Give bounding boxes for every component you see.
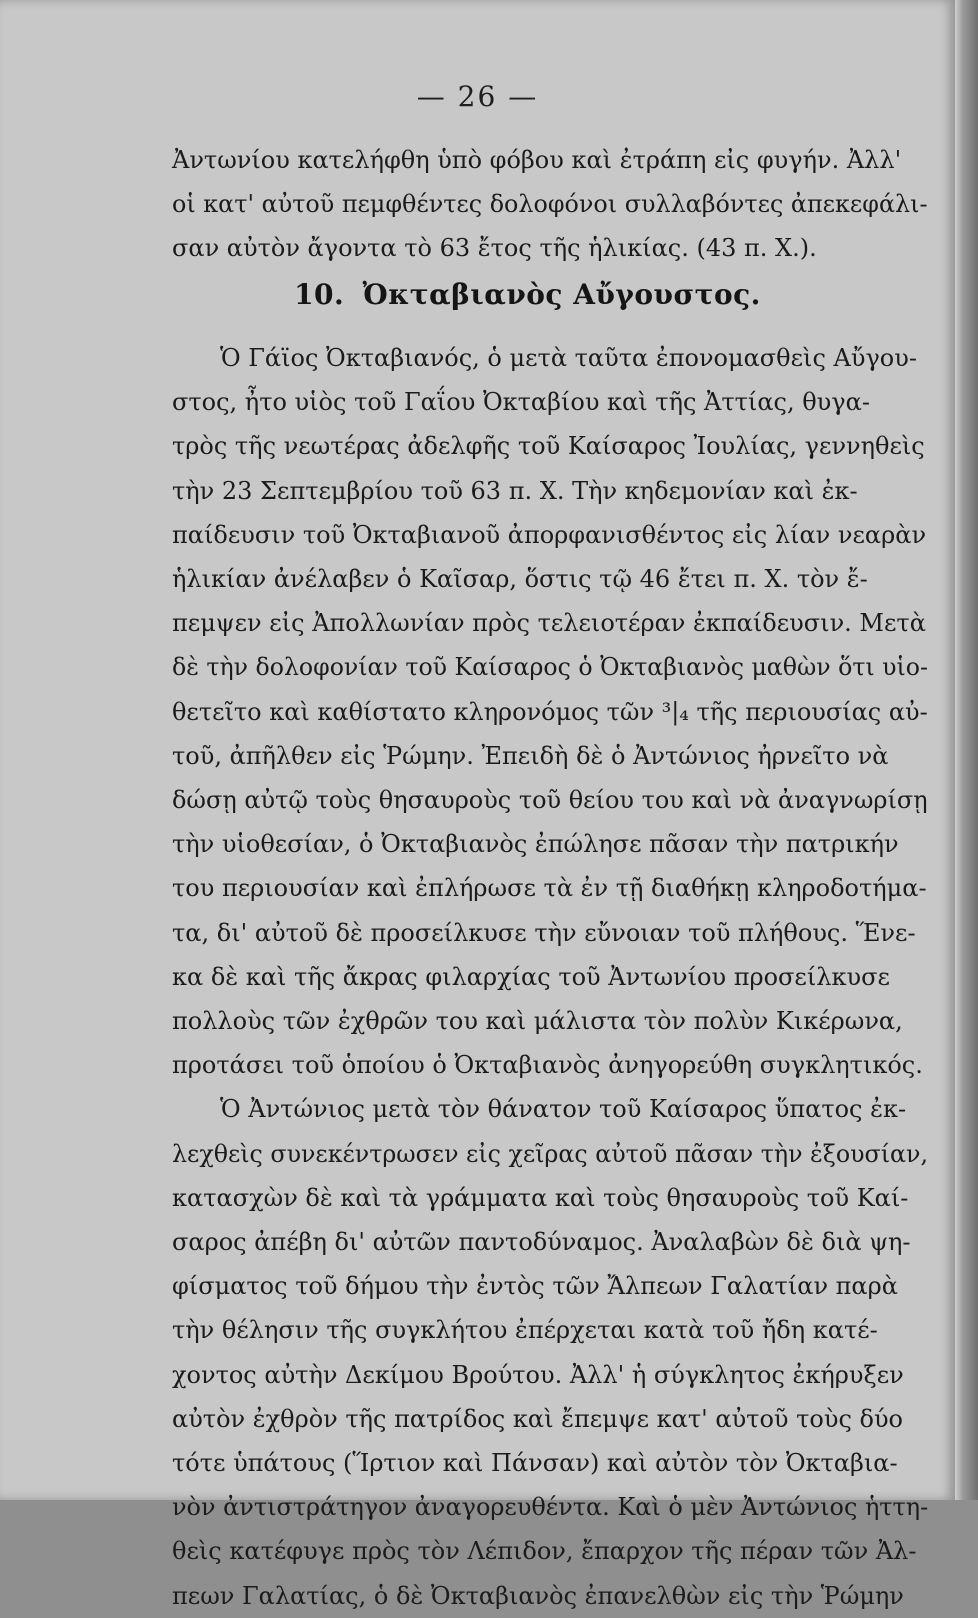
text-line: στος, ἦτο υἱὸς τοῦ Γαΐου Ὀκταβίου καὶ τῆς Ἀττίας, θυγα- — [172, 388, 870, 417]
text-line: τότε ὑπάτους (Ἵρτιον καὶ Πάνσαν) καὶ αὐτὸν τὸν Ὀκταβια- — [172, 1449, 898, 1478]
text-line: Ὁ Γάϊος Ὀκταβιανός, ὁ μετὰ ταῦτα ἐπονομασθεὶς Αὔγου- — [220, 344, 917, 372]
text-line: τὴν θέλησιν τῆς συγκλήτου ἐπέρχεται κατὰ τοῦ ἤδη κατέ- — [172, 1316, 878, 1345]
text-line: πολλοὺς τῶν ἐχθρῶν του καὶ μάλιστα τὸν πολὺν Κικέρωνα, — [172, 1007, 903, 1036]
page-edge — [955, 0, 978, 1500]
text-line: τὴν 23 Σεπτεμβρίου τοῦ 63 π. Χ. Τὴν κηδεμονίαν καὶ ἐκ- — [172, 476, 858, 505]
text-line: τοῦ, ἀπῆλθεν εἰς Ῥώμην. Ἐπειδὴ δὲ ὁ Ἀντώνιος ἠρνεῖτο νὰ — [172, 741, 889, 770]
text-line: δώσῃ αὐτῷ τοὺς θησαυροὺς τοῦ θείου του καὶ νὰ ἀναγνωρίσῃ — [172, 786, 928, 815]
text-line: του περιουσίαν καὶ ἐπλήρωσε τὰ ἐν τῇ διαθήκῃ κληροδοτήμα- — [172, 874, 927, 903]
text-line: δὲ τὴν δολοφονίαν τοῦ Καίσαρος ὁ Ὀκταβιανὸς μαθὼν ὅτι υἱο- — [172, 653, 929, 682]
text-line: αὐτὸν ἐχθρὸν τῆς πατρίδος καὶ ἔπεμψε κατ' αὐτοῦ τοὺς δύο — [172, 1404, 904, 1433]
text-line: παίδευσιν τοῦ Ὀκταβιανοῦ ἀπορφανισθέντος εἰς λίαν νεαρὰν — [172, 520, 927, 549]
text-line: κα δὲ καὶ τῆς ἄκρας φιλαρχίας τοῦ Ἀντωνίου προσείλκυσε — [172, 962, 890, 991]
text-line: χοντος αὐτὴν Δεκίμου Βρούτου. Ἀλλ' ἡ σύγκλητος ἐκήρυξεν — [172, 1360, 904, 1389]
text-line: πεων Γαλατίας, ὁ δὲ Ὀκταβιανὸς ἐπανελθὼν εἰς τὴν Ῥώμην — [172, 1581, 904, 1610]
text-line: κατασχὼν δὲ καὶ τὰ γράμματα καὶ τοὺς θησαυροὺς τοῦ Καί- — [172, 1183, 909, 1212]
body-text — [172, 336, 928, 1618]
text-line: σαν αὐτὸν ἄγοντα τὸ 63 ἔτος τῆς ἡλικίας. (43 π. Χ.). — [172, 234, 817, 263]
text-line: φίσματος τοῦ δήμου τὴν ἐντὸς τῶν Ἄλπεων Γαλατίαν παρὰ — [172, 1272, 898, 1301]
text-line: νὸν ἀντιστράτηγον ἀναγορευθέντα. Καὶ ὁ μὲν Ἀντώνιος ἡττη- — [172, 1493, 929, 1522]
section-heading — [0, 278, 955, 311]
text-line: ἡλικίαν ἀνέλαβεν ὁ Καῖσαρ, ὅστις τῷ 46 ἔτει π. Χ. τὸν ἔ- — [172, 565, 868, 594]
text-line: τα, δι' αὐτοῦ δὲ προσείλκυσε τὴν εὔνοιαν τοῦ πλήθους. Ἕνε- — [172, 918, 916, 947]
intro-paragraph — [172, 138, 928, 271]
text-line: θετεῖτο καὶ καθίστατο κληρονόμος τῶν ³|₄ τῆς περιουσίας αὐ- — [172, 697, 928, 726]
page-number: — 26 — — [416, 80, 539, 113]
section-title: Ὀκταβιανὸς Αὔγουστος. — [362, 278, 761, 311]
text-line: σαρος ἀπέβη δι' αὐτῶν παντοδύναμος. Ἀναλαβὼν δὲ διὰ ψη- — [172, 1228, 911, 1257]
text-line: προτάσει τοῦ ὁποίου ὁ Ὀκταβιανὸς ἀνηγορεύθη συγκλητικός. — [172, 1051, 923, 1080]
text-line: τρὸς τῆς νεωτέρας ἀδελφῆς τοῦ Καίσαρος Ἰουλίας, γεννηθεὶς — [172, 432, 925, 461]
section-number: 10. — [294, 278, 345, 311]
page-header — [0, 80, 955, 113]
text-line: λεχθεὶς συνεκέντρωσεν εἰς χεῖρας αὐτοῦ πᾶσαν τὴν ἐξουσίαν, — [172, 1139, 928, 1168]
text-line: Ἀντωνίου κατελήφθη ὑπὸ φόβου καὶ ἐτράπη εἰς φυγήν. Ἀλλ' — [172, 146, 902, 174]
text-line: Ὁ Ἀντώνιος μετὰ τὸν θάνατον τοῦ Καίσαρος ὕπατος ἐκ- — [220, 1095, 907, 1124]
text-line: οἱ κατ' αὐτοῦ πεμφθέντες δολοφόνοι συλλαβόντες ἀπεκεφάλι- — [172, 190, 928, 219]
text-line: τὴν υἱοθεσίαν, ὁ Ὀκταβιανὸς ἐπώλησε πᾶσαν τὴν πατρικήν — [172, 830, 899, 859]
text-line: θεὶς κατέφυγε πρὸς τὸν Λέπιδον, ἔπαρχον τῆς πέραν τῶν Ἀλ- — [172, 1537, 917, 1566]
text-line: πεμψεν εἰς Ἀπολλωνίαν πρὸς τελειοτέραν ἐκπαίδευσιν. Μετὰ — [172, 609, 926, 638]
